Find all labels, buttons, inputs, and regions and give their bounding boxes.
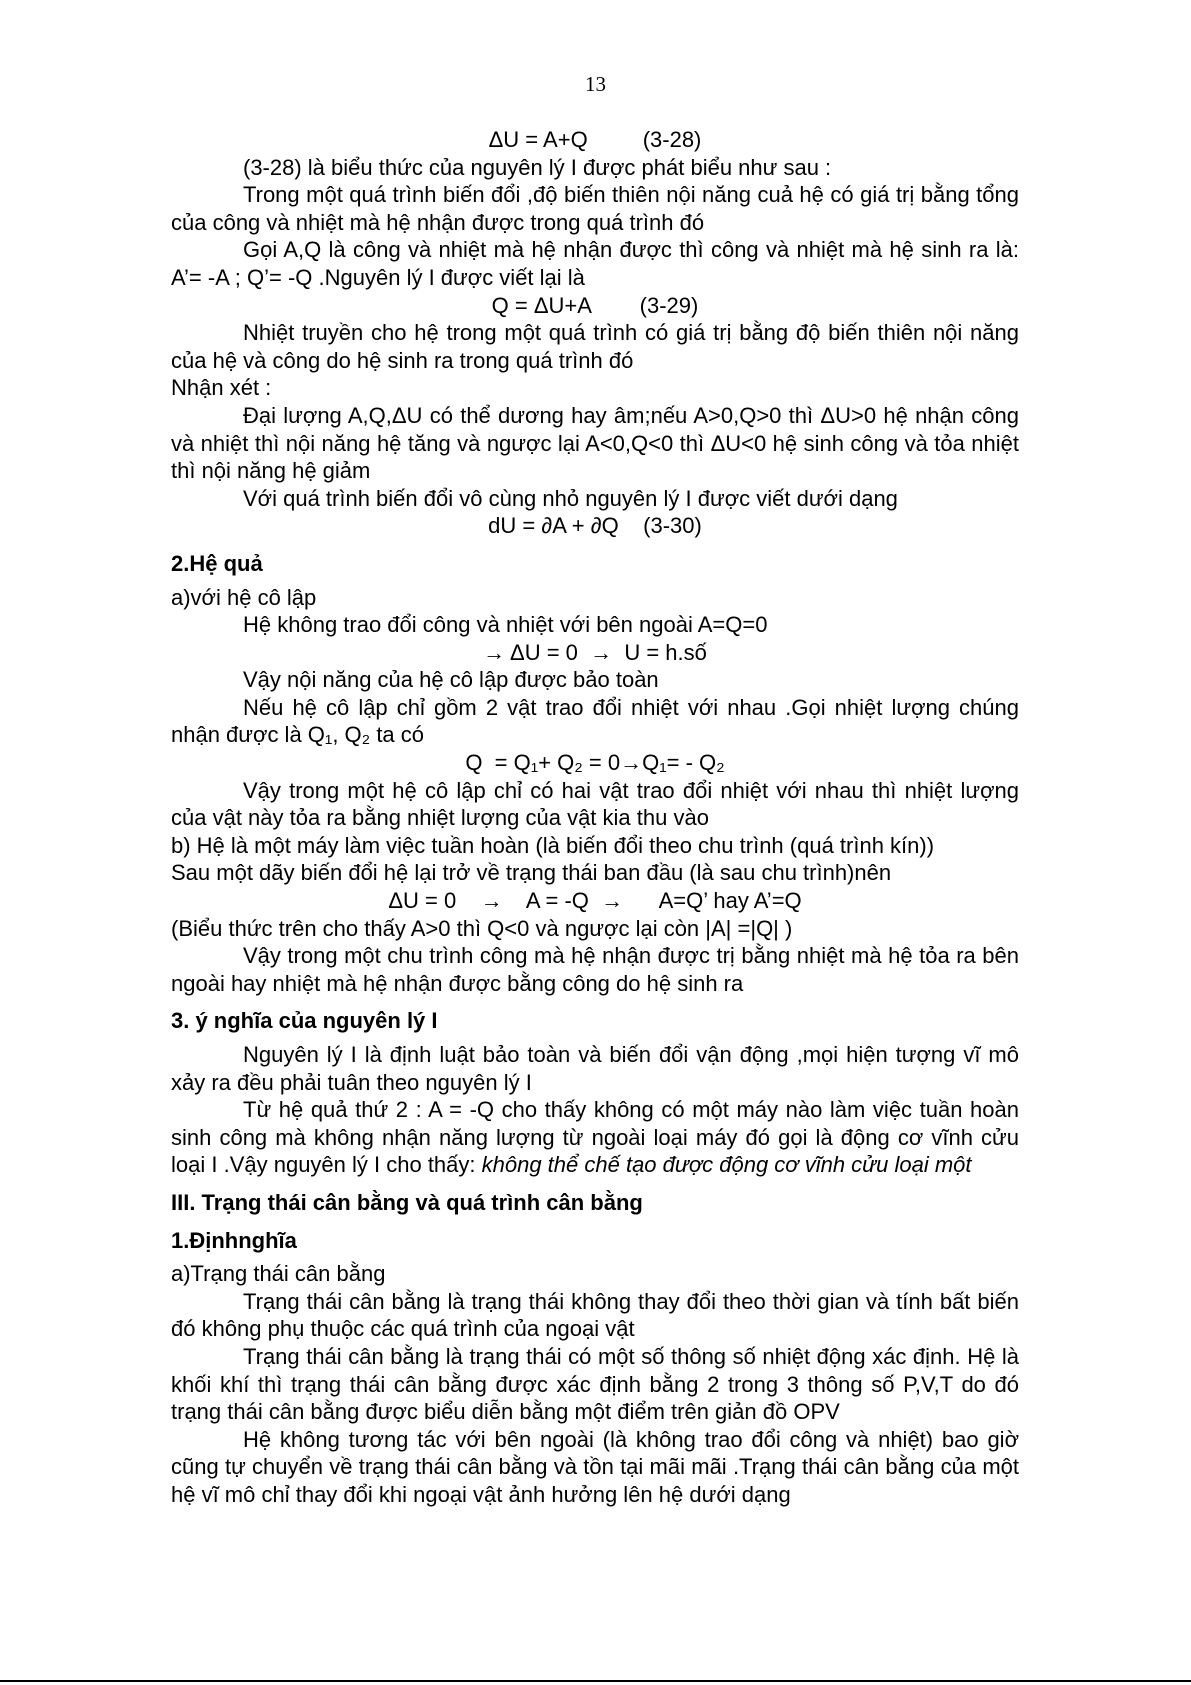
paragraph: Vậy trong một hệ cô lập chỉ có hai vật trao đổi nhiệt với nhau thì nhiệt lượng của vật này tỏa ra bằng nhiệt lượng của vật kia thu vào	[171, 777, 1019, 831]
paragraph: Vậy nội năng của hệ cô lập được bảo toàn	[243, 667, 659, 693]
paragraph: Nhiệt truyền cho hệ trong một quá trình có giá trị bằng độ biến thiên nội năng của hệ và công do hệ sinh ra trong quá trình đó	[171, 320, 1019, 373]
section-heading: 1.Địnhnghĩa	[171, 1227, 297, 1253]
equation: ΔU = 0 → A = -Q → A=Q’ hay A’=Q	[388, 888, 802, 914]
paragraph: a)với hệ cô lập	[171, 584, 317, 610]
italic-conclusion: không thể chế tạo được động cơ vĩnh cửu loại một	[481, 1152, 972, 1178]
paragraph: Hệ không trao đổi công và nhiệt với bên ngoài A=Q=0	[243, 612, 768, 638]
paragraph: Hệ không tương tác với bên ngoài (là không trao đổi công và nhiệt) bao giờ cũng tự chuyển về trạng thái cân bằng và tồn tại mãi mãi .Trạng thái cân bằng của một hệ vĩ mô chỉ thay đổi khi ngoại vật ảnh hưởng lên hệ dưới dạng	[171, 1426, 1019, 1507]
paragraph: Trạng thái cân bằng là trạng thái có một số thông số nhiệt động xác định. Hệ là khối khí thì trạng thái cân bằng được xác định bằng 2 trong 3 thông số P,V,T do đó trạng thái cân bằng được biểu diễn bằng một điểm trên giản đồ OPV	[171, 1343, 1019, 1425]
paragraph: Vậy trong một chu trình công mà hệ nhận được trị bằng nhiệt mà hệ tỏa ra bên ngoài hay nhiệt mà hệ nhận được bằng công do hệ sinh ra	[171, 943, 1019, 996]
equation: ΔU = A+Q (3-28)	[488, 127, 702, 152]
paragraph: Trạng thái cân bằng là trạng thái không thay đổi theo thời gian và tính bất biến đó không phụ thuộc các quá trình của ngoại vật	[171, 1288, 1019, 1342]
paragraph: Nhận xét :	[171, 375, 272, 401]
paragraph: Gọi A,Q là công và nhiệt mà hệ nhận được thì công và nhiệt mà hệ sinh ra là: A’= -A ; Q’= -Q .Nguyên lý I được viết lại là	[171, 237, 1019, 290]
equation: → ΔU = 0 → U = h.số	[483, 639, 707, 665]
paragraph: Từ hệ quả thứ 2 : A = -Q cho thấy không có một máy nào làm việc tuần hoàn sinh công mà không nhận năng lượng từ ngoài loại máy đó gọi là động cơ vĩnh cửu loại I .Vậy nguyên lý I cho thấy: không thể chế tạo được động cơ vĩnh cửu loại một	[171, 1097, 1019, 1178]
equation: Q = ΔU+A (3-29)	[491, 292, 699, 318]
document-body	[171, 126, 1019, 1509]
page-number: 13	[585, 72, 606, 96]
section-heading: III. Trạng thái cân bằng và quá trình cân bằng	[171, 1189, 643, 1215]
paragraph: Nếu hệ cô lập chỉ gồm 2 vật trao đổi nhiệt với nhau .Gọi nhiệt lượng chúng nhận được là Q₁, Q₂ ta có	[171, 694, 1019, 748]
paragraph: Với quá trình biến đổi vô cùng nhỏ nguyên lý I được viết dưới dạng	[243, 485, 898, 511]
equation: dU = ∂A + ∂Q (3-30)	[488, 513, 702, 539]
paragraph: Trong một quá trình biến đổi ,độ biến thiên nội năng cuả hệ có giá trị bằng tổng của công và nhiệt mà hệ nhận được trong quá trình đó	[171, 182, 1019, 235]
paragraph: a)Trạng thái cân bằng	[171, 1261, 386, 1287]
section-heading: 2.Hệ quả	[171, 550, 263, 576]
paragraph: Sau một dãy biến đổi hệ lại trở về trạng thái ban đầu (là sau chu trình)nên	[171, 860, 892, 886]
paragraph: Nguyên lý I là định luật bảo toàn và biến đổi vận động ,mọi hiện tượng vĩ mô xảy ra đều phải tuân theo nguyên lý I	[171, 1042, 1019, 1095]
bottom-divider	[0, 1680, 1191, 1682]
paragraph: (Biểu thức trên cho thấy A>0 thì Q<0 và ngược lại còn |A| =|Q| )	[171, 915, 793, 941]
equation: Q = Q₁+ Q₂ = 0→Q₁= - Q₂	[465, 750, 725, 776]
paragraph: Đại lượng A,Q,ΔU có thể dương hay âm;nếu A>0,Q>0 thì ΔU>0 hệ nhận công và nhiệt thì nội năng hệ tăng và ngược lại A<0,Q<0 thì ΔU<0 hệ sinh công và tỏa nhiệt thì nội năng hệ giảm	[171, 402, 1019, 484]
section-heading: 3. ý nghĩa của nguyên lý I	[171, 1008, 438, 1034]
paragraph: (3-28) là biểu thức của nguyên lý I được phát biểu như sau :	[243, 154, 832, 180]
paragraph: b) Hệ là một máy làm việc tuần hoàn (là biến đổi theo chu trình (quá trình kín))	[171, 832, 935, 858]
